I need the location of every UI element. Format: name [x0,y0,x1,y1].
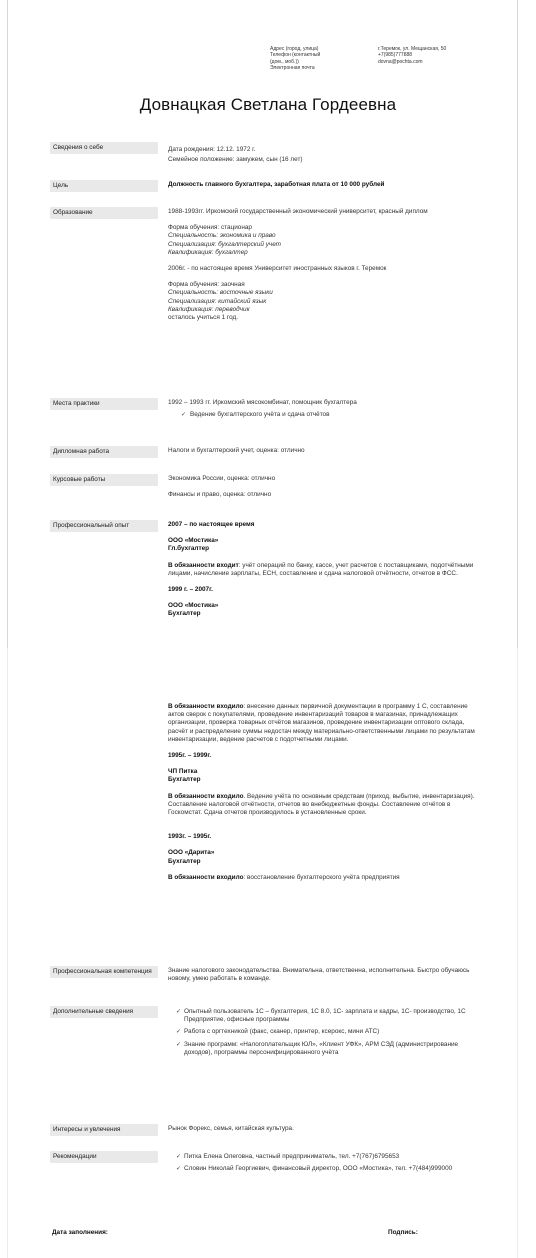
interests-text: Рынок Форекс, семья, китайская культура. [168,1125,294,1132]
competence-text: Знание налогового законодательства. Внимательна, ответственна, исполнительна. Быстро обучаюсь новому, умею работать в команде. [168,967,470,983]
education-detail: Квалификация: переводчик [168,305,250,313]
checkmark-icon: ✓ [176,1166,182,1173]
section-label: Дополнительные сведения [50,1006,158,1018]
date-filled-label: Дата заполнения: [52,1229,108,1236]
job-period: 1993г. – 1995г. [168,833,212,841]
job-company: ООО «Мостика» [168,602,219,610]
job-period: 1999 г. – 2007г. [168,586,213,594]
checkmark-icon: ✓ [176,1009,182,1015]
coursework-item: Финансы и право, оценка: отлично [168,491,272,499]
list-item: ✓ Ведение бухгалтерского учёта и сдача отчётов [181,411,330,419]
job-duties: В обязанности входило. Ведение учёта по основным средствам (приход, выбытие, инвентаризация). Составление налоговой отчётности, отчетов во внебюджетные фонды. Составление отчётов в Госкомстат. Сдача отчетов производилось в установленные сроки. [168,792,475,817]
birth-date: Дата рождения: 12.12. 1972 г. [168,146,256,153]
job-position: Бухгалтер [168,857,201,865]
education-detail: Форма обучения: заочная [168,281,245,289]
job-company: ООО «Мостика» [168,537,219,545]
contact-label: Телефон (контактный [270,52,321,59]
section-label: Места практики [50,398,158,410]
diploma-text: Налоги и бухгалтерский учет, оценка: отлично [168,447,305,454]
job-company: ЧП Питка [168,768,198,776]
contact-label: Электронная почта [270,64,315,71]
contact-address: г.Теремок, ул. Мещанская, 50 [378,46,447,52]
education-detail: Квалификация: бухгалтер [168,248,248,256]
education-detail: Специализация: китайский язык [168,297,267,305]
list-item: ✓ Работа с оргтехникой (факс, сканер, принтер, ксерокс, мини АТС) [176,1028,380,1036]
job-period: 1995г. – 1999г. [168,752,212,760]
section-label: Цель [50,180,158,192]
section-label: Профессиональная компетенция [50,966,158,978]
contact-values [378,46,488,65]
section-label: Сведения о себе [50,142,158,154]
contact-label: Адрес (город, улица) [270,46,319,52]
job-duties: В обязанности входило: внесение данных первичной документации в программу 1 С, составление актов сверок с покупателями, проведение инвентаризаций товаров в магазинах, принадлежащих организации, проверка товарных отчётов магазинов, проведение инвентаризации оптового склада, расчёт и распределение суммы недостач между материально-ответственными лицами по результатам инвентаризации, ведение расчетов с подотчетными лицами. [168,703,475,743]
list-item: ✓ Знание программ: «Налогоплательщик ЮЛ», «Клиент УФК», АРМ СЭД (администрирование доходов), программы персонифицированного учёта [176,1040,459,1056]
education-detail: Форма обучения: стационар [168,224,252,232]
section-label: Образование [50,207,158,219]
checkmark-icon: ✓ [176,1029,182,1036]
job-position: Гл.бухгалтер [168,545,210,553]
list-item: ✓ Опытный пользователь 1С – бухгалтерия, 1С 8.0, 1С- зарплата и кадры, 1С- производство, 1С Предприятие, офисные программы [176,1008,466,1024]
job-period: 2007 – по настоящее время [168,521,255,528]
page-border-right-2 [517,648,518,1258]
contact-email[interactable]: dovna@pochta.com [378,58,423,65]
contact-phone: +7(985)777888 [378,52,413,59]
section-label: Курсовые работы [50,474,158,486]
contact-label: (дом., моб.)) [270,58,299,65]
checkmark-icon: ✓ [176,1154,182,1160]
education-entry-title: 2006г. - по настоящее время Университет иностранных языков г. Теремок [168,265,387,273]
page-border-left-2 [7,648,8,1258]
goal-text: Должность главного бухгалтера, заработная плата от 10 000 рублей [168,181,385,188]
job-duties: В обязанности входило: восстановление бухгалтерского учёта предприятия [168,873,400,881]
practice-line: 1992 – 1993 гг. Иркомский мясокомбинат, помощник бухгалтера [168,399,357,406]
section-label: Профессиональный опыт [50,520,158,532]
job-position: Бухгалтер [168,610,201,618]
job-company: ООО «Дарита» [168,849,215,857]
job-duties: В обязанности входит: учёт операций по банку, кассе, учет расчетов с поставщиками, подотчётными лицами, начисление зарплаты, ЕСН, составление и сдача налоговой отчётности, отчетов в ФСС. [168,561,474,577]
coursework-item: Экономика России, оценка: отлично [168,475,276,482]
education-detail: Специальность: восточные языки [168,289,273,297]
list-item: ✓ Словин Николай Георгиевич, финансовый директор, ООО «Мостика», тел. +7(484)999000 [176,1165,453,1173]
checkmark-icon: ✓ [181,412,187,419]
section-label: Интересы и увлечения [50,1124,158,1136]
marital-status: Семейное положение: замужем, сын (16 лет) [168,156,303,164]
education-entry-title: 1988-1993гг. Иркомский государственный экономический университет, красный диплом [168,208,428,215]
signature-label: Подпись: [388,1229,418,1236]
list-item: ✓ Питка Елена Олеговна, частный предприниматель, тел. +7(767)6795653 [176,1153,400,1160]
resume-name: Довнацкая Светлана Гордеевна [139,95,397,114]
section-label: Рекомендации [50,1151,158,1163]
checkmark-icon: ✓ [176,1041,182,1048]
education-detail: Специализация: бухгалтерский учет [168,240,282,248]
job-position: Бухгалтер [168,776,201,784]
section-label: Дипломная работа [50,446,158,458]
education-detail: Специальность: экономика и право [168,232,276,240]
education-detail: осталось учиться 1 год. [168,314,239,322]
contact-labels [270,46,370,71]
